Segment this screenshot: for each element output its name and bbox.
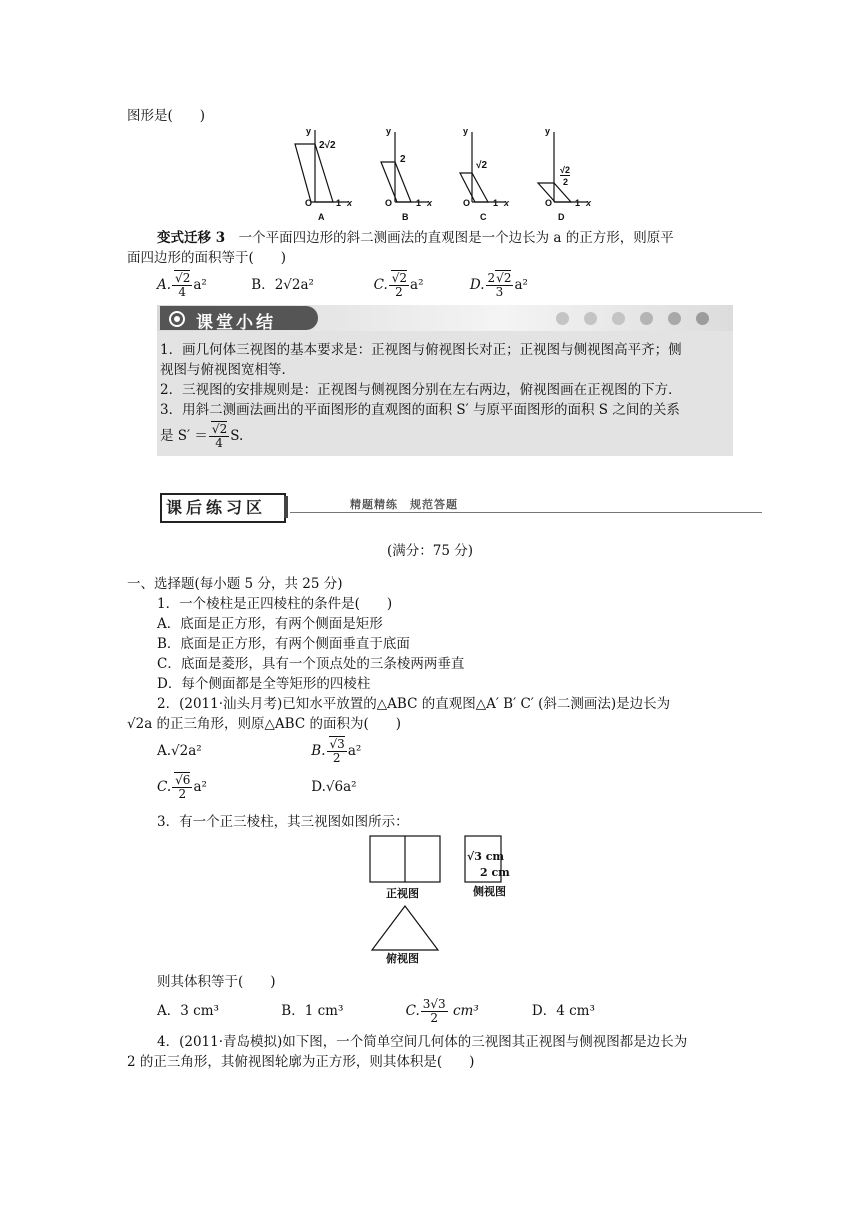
q2-option-d: D.√6a² [311,779,357,795]
graph-a-letter: A [318,212,325,222]
graph-d-origin: O [545,198,553,208]
variant3-option-d: D. $\frac{2√ 2}{3}$ a² [470,277,528,293]
q2-option-c: C. √ $\frac{6}{2}$ a² [157,770,307,804]
q3-options [157,994,595,1028]
q3-option-a: A．3 cm³ [157,1003,219,1019]
side-view-label: 侧视图 [473,885,506,898]
part1-header: 一、选择题(每小题 5 分，共 25 分) [127,576,343,592]
graph-c-origin: O [463,198,471,208]
q1-option-c: C．底面是菱形，具有一个顶点处的三条棱两两垂直 [157,656,465,672]
graph-b-one: 1 [416,198,422,208]
graph-b-y: y [386,126,392,136]
graph-a-y: y [306,126,312,136]
q3-question: 则其体积等于( ) [157,974,276,990]
graph-b-value: 2 [400,154,406,165]
q3-option-c: C. $\frac{3√3}{2}$ cm³ [405,997,479,1025]
variant3-label: 变式迁移 3 [157,230,226,246]
q2-option-b: B. √ $\frac{3}{2}$ a² [311,743,361,759]
q1-option-b: B．底面是正方形，有两个侧面垂直于底面 [157,636,410,652]
graph-a-origin: O [305,198,313,208]
dim-sqrt3: √3 cm [467,850,505,863]
section-subtitle: 精题精练 规范答题 [350,498,458,511]
graph-d-x: x [586,198,592,208]
graph-d-letter: D [558,212,565,222]
graph-a-x: x [347,198,353,208]
decor-dot-4 [640,312,653,325]
q2-stem-2: √2a 的正三角形，则原△ABC 的面积为( ) [127,716,401,732]
decor-dot-3 [612,312,625,325]
summary-line-3: 2．三视图的安排规则是：正视图与侧视图分别在左右两边，俯视图画在正视图的下方． [160,382,682,398]
q1-option-d: D．每个侧面都是全等矩形的四棱柱 [157,676,371,692]
graph-b-letter: B [402,212,409,222]
graph-a-value: 2√2 [319,140,336,151]
q2-options-row2 [157,770,357,804]
decor-dot-1 [556,312,569,325]
variant3-line1 [157,228,674,248]
q2-option-a: A.√2a² [157,743,202,759]
q3-option-d: D．4 cm³ [531,1003,595,1019]
q4-stem-1: 4．(2011·青岛模拟)如下图，一个简单空间几何体的三视图其正视图与侧视图都是边长为 [157,1034,688,1050]
variant3-option-a: A. √ $\frac{2}{4}$ a² [157,270,247,300]
q2-options-row1 [157,734,361,768]
summary-line-2: 视图与俯视图宽相等． [160,362,295,378]
target-icon [168,310,186,328]
decor-dot-6 [696,312,709,325]
graph-b-origin: O [385,198,393,208]
graph-d-y: y [545,126,551,136]
section-title: 课后练习区 [166,498,267,517]
q3-stem: 3．有一个正三棱柱，其三视图如图所示： [157,814,409,830]
section-divider [284,496,288,518]
graph-c-y: y [463,126,469,136]
graph-d-value-den: 2 [563,177,569,187]
graph-a-one: 1 [336,198,342,208]
variant3-text1: 一个平面四边形的斜二测画法的直观图是一个边长为 a 的正方形，则原平 [225,230,674,246]
summary-line-5: 是 S′ ＝ √ $\frac{2}{4}$ S. [160,420,243,452]
question-tail: 图形是( ) [127,108,206,124]
decor-dot-2 [584,312,597,325]
q1-option-a: A．底面是正方形，有两个侧面是矩形 [157,616,383,632]
q4-stem-2: 2 的正三角形，其俯视图轮廓为正方形，则其体积是( ) [127,1054,475,1070]
graph-b-x: x [427,198,433,208]
summary-line-1: 1．画几何体三视图的基本要求是：正视图与俯视图长对正；正视图与侧视图高平齐；侧 [160,342,682,358]
summary-title: 课堂小结 [196,313,276,333]
q1-stem: 1．一个棱柱是正四棱柱的条件是( ) [157,596,393,612]
variant3-option-b: B．2√2a² [251,277,314,293]
graph-d-one: 1 [575,198,581,208]
front-view-label: 正视图 [386,887,419,900]
decor-dot-5 [668,312,681,325]
section-underline [290,512,762,513]
graph-c-one: 1 [493,198,499,208]
graph-c-value: √2 [476,160,488,171]
variant3-option-c: C. √ $\frac{2}{2}$ a² [374,270,466,300]
top-view-label: 俯视图 [386,952,419,965]
variant3-options [157,270,528,300]
graph-d-value-num: √2 [560,165,570,175]
graph-c-x: x [504,198,510,208]
variant3-line2: 面四边形的面积等于( ) [127,250,287,266]
graph-c-letter: C [480,212,487,222]
q3-option-b: B．1 cm³ [281,1003,344,1019]
dim-2cm: 2 cm [480,866,510,879]
summary-line-4: 3．用斜二测画法画出的平面图形的直观图的面积 S′ 与原平面图形的面积 S 之间的关系 [160,402,680,418]
option-graphs [285,124,605,224]
score-line: (满分：75 分) [386,543,473,559]
q2-stem-1: 2．(2011·汕头月考)已知水平放置的△ABC 的直观图△A′ B′ C′ (斜二测画法)是边长为 [157,696,671,712]
